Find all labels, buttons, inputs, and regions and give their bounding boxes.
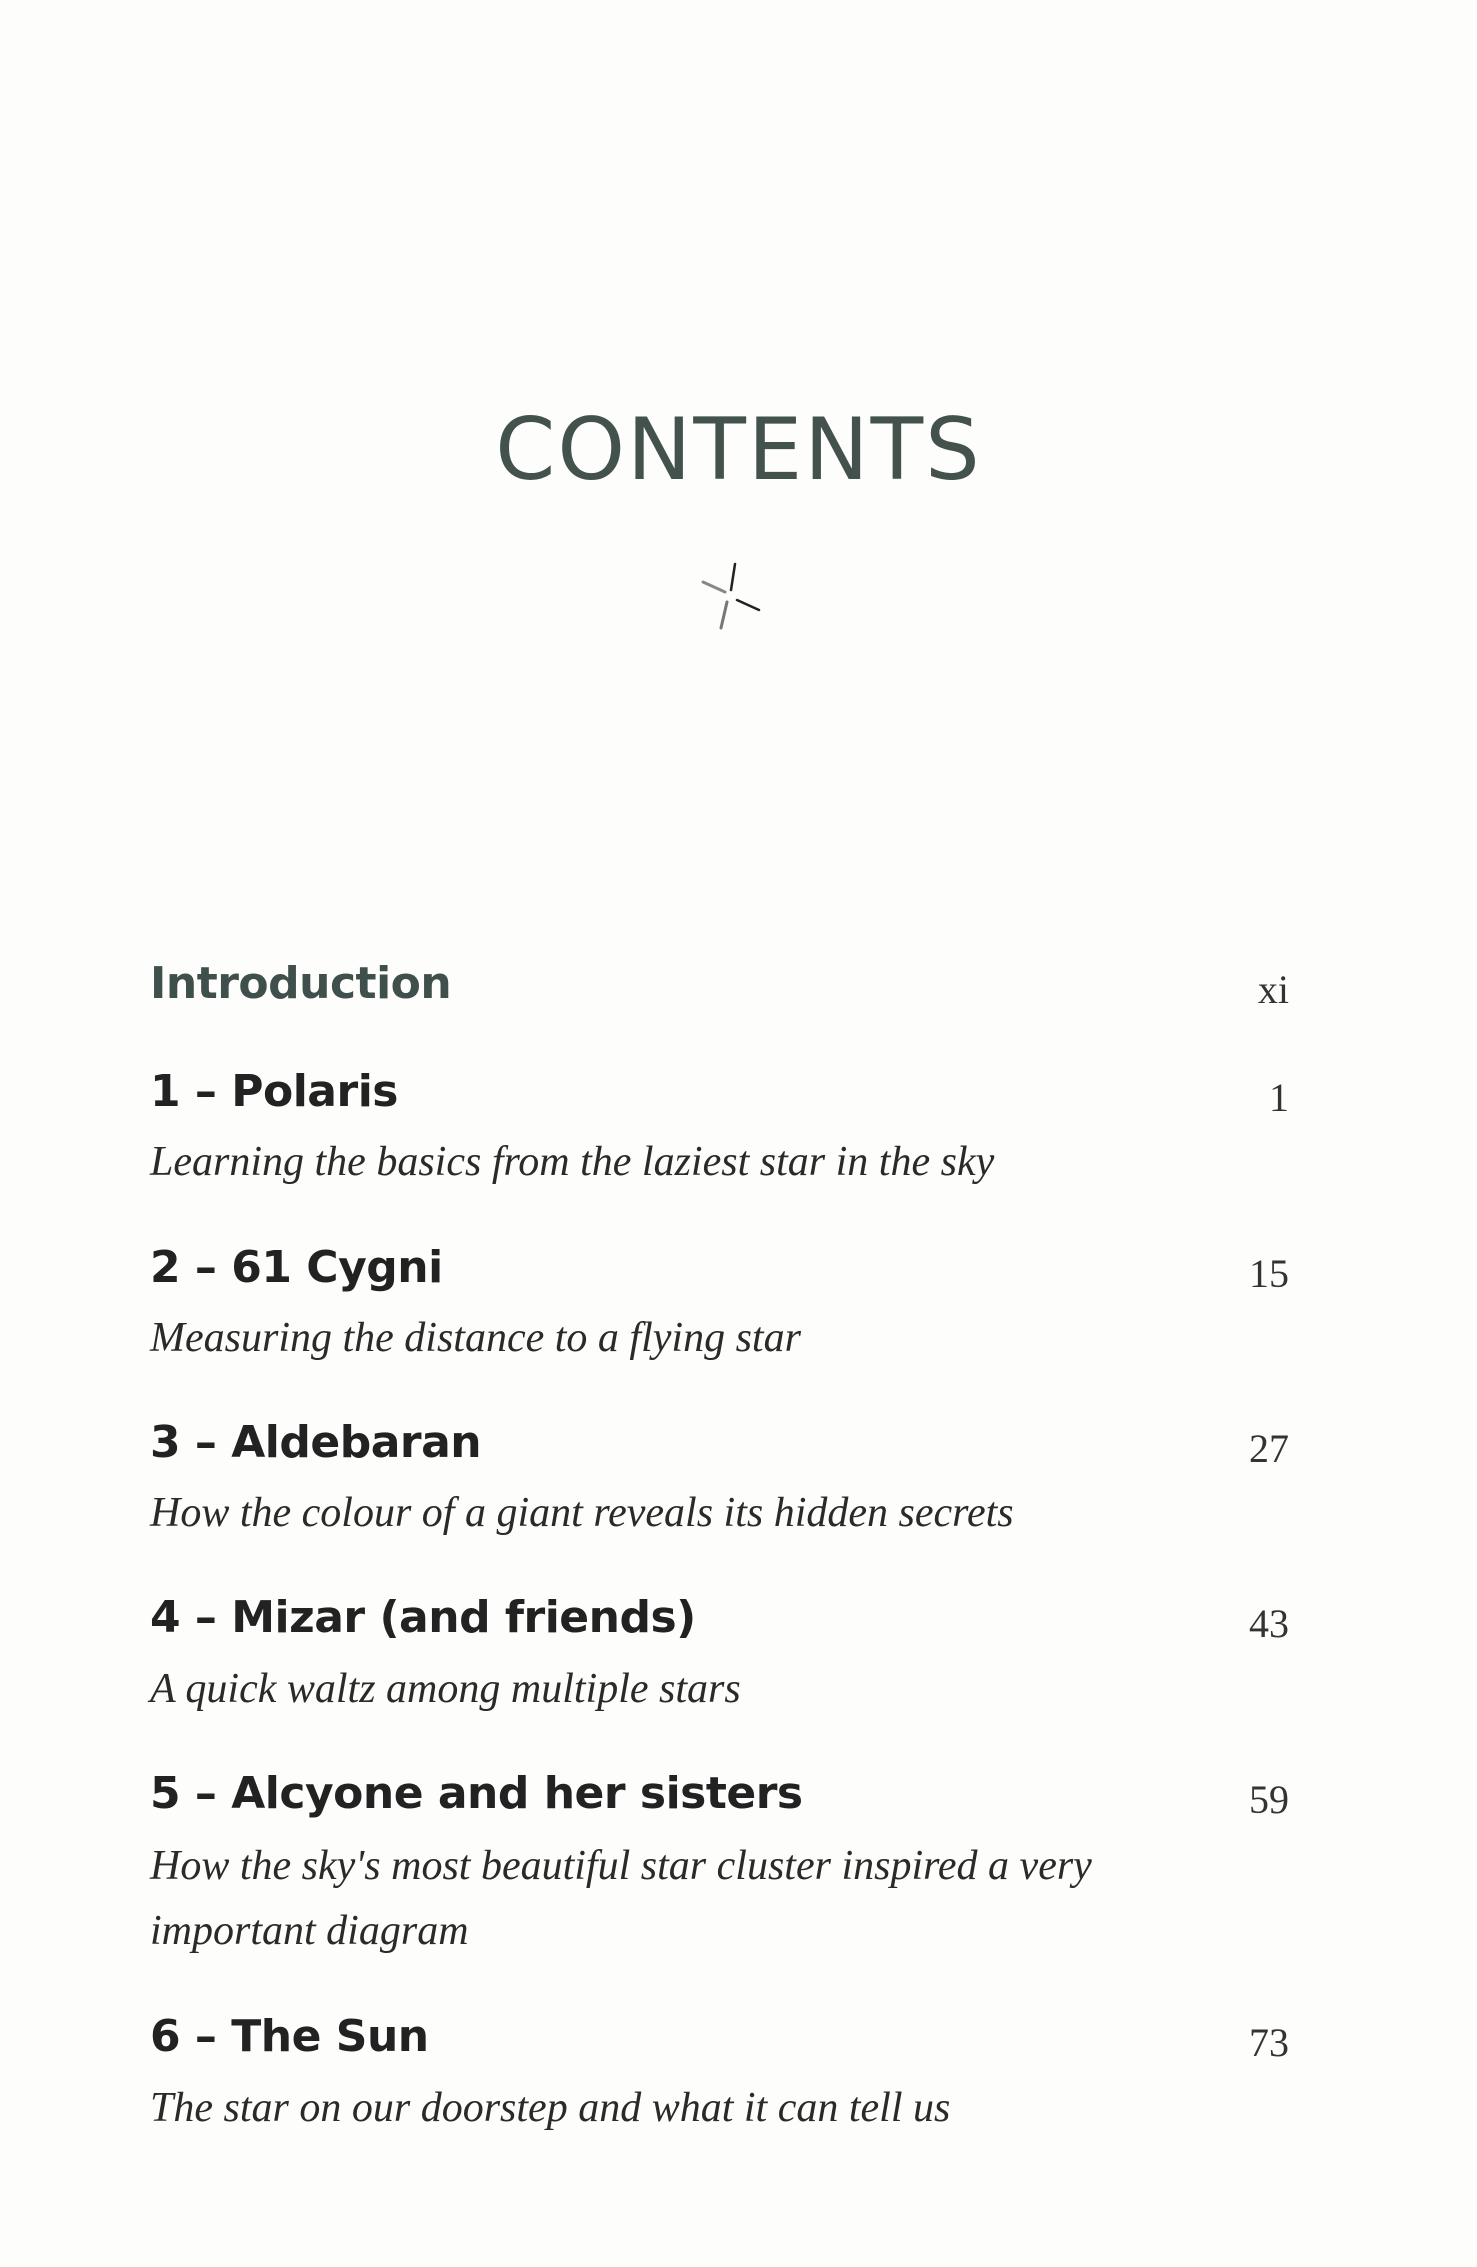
page-number: 59: [1249, 1777, 1289, 1822]
entry-subtitle: A quick waltz among multiple stars: [150, 1666, 741, 1712]
entry-title: 1 – Polaris: [150, 1066, 398, 1117]
page-number: 15: [1249, 1251, 1289, 1296]
page-number: 1: [1269, 1075, 1289, 1120]
page-number: 73: [1249, 2020, 1289, 2065]
entry-title: 2 – 61 Cygni: [150, 1242, 443, 1293]
entry-subtitle: How the colour of a giant reveals its hidden secrets: [150, 1490, 1014, 1536]
entry-subtitle-continued: important diagram: [150, 1908, 469, 1954]
page-number: 27: [1249, 1426, 1289, 1471]
star-ornament-icon: [693, 556, 773, 636]
entry-title: 5 – Alcyone and her sisters: [150, 1768, 803, 1819]
entry-title: 4 – Mizar (and friends): [150, 1592, 696, 1643]
entry-subtitle: Measuring the distance to a flying star: [150, 1315, 801, 1361]
entry-title: Introduction: [150, 958, 452, 1009]
page-number: 43: [1249, 1601, 1289, 1646]
entry-subtitle: How the sky's most beautiful star cluster inspired a very: [150, 1843, 1092, 1889]
entry-subtitle: The star on our doorstep and what it can tell us: [150, 2085, 951, 2131]
entry-subtitle: Learning the basics from the laziest star in the sky: [150, 1139, 995, 1185]
page-title: CONTENTS: [495, 400, 982, 500]
page-number: xi: [1257, 967, 1289, 1012]
entry-title: 6 – The Sun: [150, 2011, 429, 2062]
entry-title: 3 – Aldebaran: [150, 1417, 482, 1468]
